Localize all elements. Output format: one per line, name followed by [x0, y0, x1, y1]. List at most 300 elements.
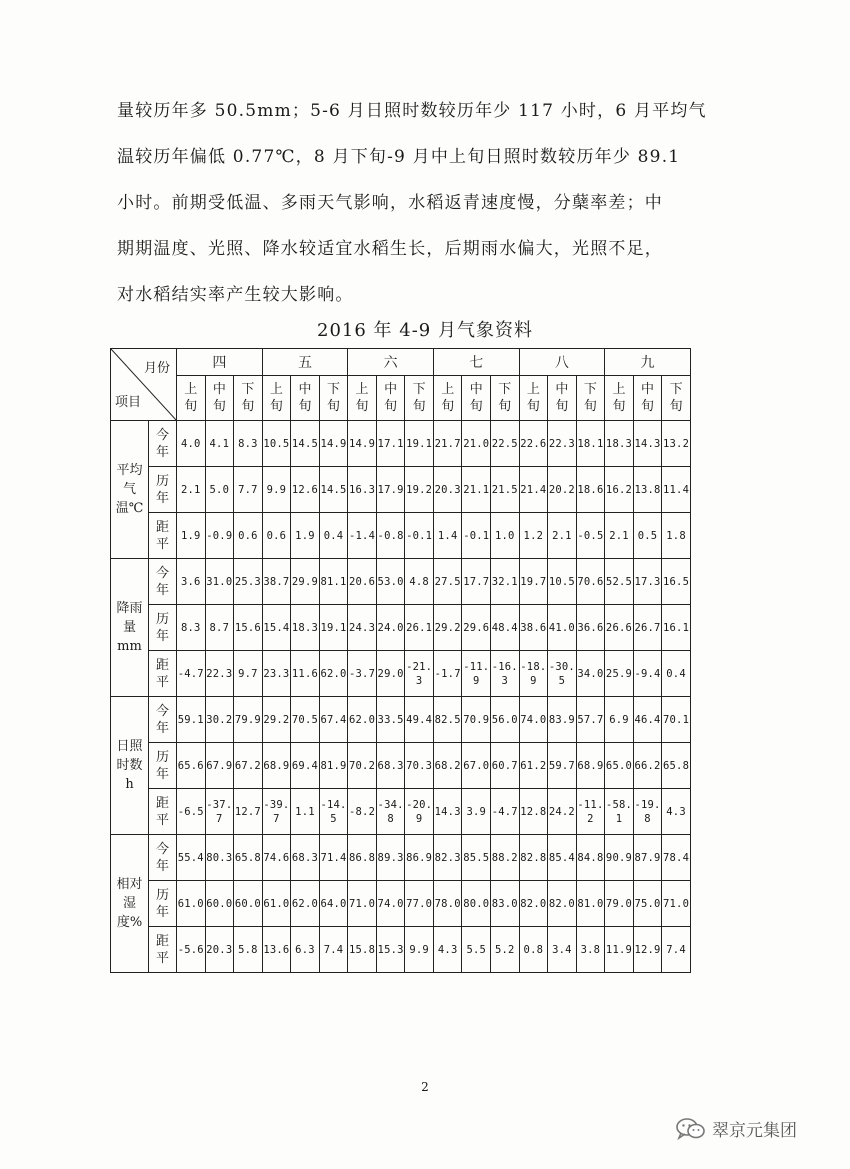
table-cell: 1.9	[291, 513, 320, 559]
table-cell: 17.1	[376, 421, 405, 467]
table-cell: 19.1	[405, 421, 434, 467]
period-header-row	[111, 376, 691, 421]
table-cell: 61.0	[262, 881, 291, 927]
period-header	[262, 376, 291, 421]
table-cell: 48.4	[491, 605, 520, 651]
row-sub-label-char: 今	[155, 427, 169, 443]
table-cell: -4.7	[177, 651, 206, 697]
table-cell: 57.7	[576, 697, 605, 743]
table-cell: 0.6	[234, 513, 263, 559]
table-cell: 80.0	[462, 881, 491, 927]
table-row	[111, 743, 691, 789]
table-cell: 65.8	[662, 743, 691, 789]
row-sub-label-char: 今	[155, 703, 169, 719]
table-cell: 16.1	[662, 605, 691, 651]
table-cell: 24.2	[548, 789, 577, 835]
table-cell: 38.6	[519, 605, 548, 651]
table-cell: -39.7	[262, 789, 291, 835]
row-group-label-line: h	[125, 777, 134, 792]
table-cell: 61.2	[519, 743, 548, 789]
period-header-char: 上	[184, 382, 198, 397]
table-cell: 74.0	[376, 881, 405, 927]
period-header	[491, 376, 520, 421]
period-header-char: 旬	[355, 399, 369, 414]
table-row	[111, 697, 691, 743]
table-cell: 17.9	[376, 467, 405, 513]
table-cell: 21.1	[462, 467, 491, 513]
table-cell: 15.8	[348, 927, 377, 973]
table-cell: 84.8	[576, 835, 605, 881]
table-cell: 15.6	[234, 605, 263, 651]
row-group-label-line: 温℃	[115, 501, 144, 516]
table-cell: 16.2	[605, 467, 634, 513]
row-sub-label-char: 距	[155, 795, 169, 811]
period-header-char: 上	[269, 382, 283, 397]
table-cell: 1.8	[662, 513, 691, 559]
table-cell: 22.6	[519, 421, 548, 467]
table-cell: 80.3	[205, 835, 234, 881]
period-header-char: 旬	[669, 399, 683, 414]
period-header	[205, 376, 234, 421]
paragraph-line: 温较历年偏低 0.77℃，8 月下旬-9 月中上旬日照时数较历年少 89.1	[117, 147, 681, 167]
table-cell: -58.1	[605, 789, 634, 835]
watermark-text: 翠京元集团	[712, 1121, 797, 1141]
table-cell: 62.0	[291, 881, 320, 927]
table-cell: -14.5	[319, 789, 348, 835]
table-cell: 87.9	[633, 835, 662, 881]
table-cell: 5.5	[462, 927, 491, 973]
table-cell: 66.2	[633, 743, 662, 789]
period-header	[462, 376, 491, 421]
period-header-char: 中	[469, 382, 483, 397]
row-sub-label	[149, 697, 177, 743]
watermark	[676, 1116, 797, 1141]
table-cell: 27.5	[433, 559, 462, 605]
table-cell: 11.4	[662, 467, 691, 513]
table-cell: 71.0	[662, 881, 691, 927]
period-header-char: 中	[212, 382, 226, 397]
table-cell: 22.5	[491, 421, 520, 467]
table-cell: 9.9	[405, 927, 434, 973]
table-cell: -16.3	[491, 651, 520, 697]
table-cell: 65.8	[234, 835, 263, 881]
table-cell: 65.0	[605, 743, 634, 789]
table-cell: -5.6	[177, 927, 206, 973]
table-cell: 23.3	[262, 651, 291, 697]
row-group-label-line: 相对	[116, 877, 143, 892]
table-cell: 20.3	[205, 927, 234, 973]
table-cell: 2.1	[548, 513, 577, 559]
table-row	[111, 881, 691, 927]
table-cell: 68.3	[291, 835, 320, 881]
table-cell: 83.9	[548, 697, 577, 743]
row-group-label-line: 度%	[116, 915, 143, 930]
row-group-label-line: 平均	[116, 463, 143, 478]
period-header-char: 中	[641, 382, 655, 397]
period-header-char: 下	[327, 382, 341, 397]
table-cell: 21.4	[519, 467, 548, 513]
table-cell: 20.2	[548, 467, 577, 513]
row-group-label-line: 湿	[122, 896, 136, 911]
table-cell: -37.7	[205, 789, 234, 835]
table-cell: 78.4	[662, 835, 691, 881]
table-cell: -19.8	[633, 789, 662, 835]
table-cell: 7.4	[319, 927, 348, 973]
row-group-label-line: 量	[122, 620, 136, 635]
period-header-char: 旬	[526, 399, 540, 414]
table-cell: 14.5	[319, 467, 348, 513]
table-cell: 5.0	[205, 467, 234, 513]
table-cell: 8.3	[177, 605, 206, 651]
table-cell: -18.9	[519, 651, 548, 697]
table-cell: -0.8	[376, 513, 405, 559]
table-cell: 12.9	[633, 927, 662, 973]
table-cell: 2.1	[605, 513, 634, 559]
period-header-char: 上	[526, 382, 540, 397]
table-cell: 19.1	[319, 605, 348, 651]
period-header-char: 中	[298, 382, 312, 397]
table-cell: 17.3	[633, 559, 662, 605]
table-cell: 60.7	[491, 743, 520, 789]
table-cell: 18.6	[576, 467, 605, 513]
row-sub-label-char: 平	[155, 950, 169, 966]
table-cell: -34.8	[376, 789, 405, 835]
table-cell: 24.3	[348, 605, 377, 651]
table-cell: -1.4	[348, 513, 377, 559]
period-header	[519, 376, 548, 421]
month-header: 八	[519, 349, 605, 376]
table-cell: 61.0	[177, 881, 206, 927]
table-cell: 26.7	[633, 605, 662, 651]
row-sub-label-char: 历	[155, 611, 169, 627]
period-header-char: 下	[241, 382, 255, 397]
period-header-char: 旬	[498, 399, 512, 414]
table-row	[111, 835, 691, 881]
table-cell: 62.0	[319, 651, 348, 697]
row-group-label	[111, 835, 149, 973]
table-row	[111, 605, 691, 651]
table-cell: 14.5	[291, 421, 320, 467]
body-paragraph	[117, 88, 717, 318]
table-cell: 0.5	[633, 513, 662, 559]
row-sub-label-char: 今	[155, 565, 169, 581]
table-cell: 67.2	[234, 743, 263, 789]
row-group-label-line: mm	[117, 639, 142, 654]
table-cell: 0.6	[262, 513, 291, 559]
table-cell: 1.0	[491, 513, 520, 559]
table-cell: 75.0	[633, 881, 662, 927]
table-cell: 67.4	[319, 697, 348, 743]
period-header-char: 中	[384, 382, 398, 397]
weather-data-table	[110, 348, 691, 973]
table-cell: -21.3	[405, 651, 434, 697]
period-header-char: 旬	[583, 399, 597, 414]
period-header-char: 下	[583, 382, 597, 397]
corner-item-label: 项目	[115, 395, 142, 410]
table-cell: -3.7	[348, 651, 377, 697]
table-cell: 8.7	[205, 605, 234, 651]
period-header	[548, 376, 577, 421]
period-header	[234, 376, 263, 421]
table-cell: 81.1	[319, 559, 348, 605]
table-cell: 70.5	[291, 697, 320, 743]
period-header-char: 中	[555, 382, 569, 397]
table-cell: 14.3	[433, 789, 462, 835]
row-sub-label	[149, 743, 177, 789]
row-sub-label-char: 年	[155, 582, 169, 598]
table-row	[111, 559, 691, 605]
table-cell: 89.3	[376, 835, 405, 881]
table-cell: 41.0	[548, 605, 577, 651]
table-cell: 3.4	[548, 927, 577, 973]
row-sub-label-char: 年	[155, 490, 169, 506]
row-sub-label-char: 年	[155, 858, 169, 874]
row-sub-label-char: 平	[155, 812, 169, 828]
table-cell: 19.7	[519, 559, 548, 605]
table-cell: 68.9	[576, 743, 605, 789]
table-cell: 1.4	[433, 513, 462, 559]
period-header	[662, 376, 691, 421]
table-cell: 1.1	[291, 789, 320, 835]
table-cell: 10.5	[548, 559, 577, 605]
table-cell: 82.3	[433, 835, 462, 881]
table-cell: 68.2	[433, 743, 462, 789]
table-cell: -9.4	[633, 651, 662, 697]
row-sub-label-char: 历	[155, 749, 169, 765]
table-cell: 5.2	[491, 927, 520, 973]
table-cell: 82.0	[519, 881, 548, 927]
table-cell: 4.3	[662, 789, 691, 835]
table-cell: 19.2	[405, 467, 434, 513]
table-cell: -11.2	[576, 789, 605, 835]
table-cell: 36.6	[576, 605, 605, 651]
period-header-char: 旬	[327, 399, 341, 414]
table-cell: 4.3	[433, 927, 462, 973]
table-cell: 55.4	[177, 835, 206, 881]
table-cell: 86.9	[405, 835, 434, 881]
table-cell: 4.8	[405, 559, 434, 605]
page-number: 2	[421, 1080, 429, 1094]
period-header-char: 旬	[612, 399, 626, 414]
period-header-char: 上	[441, 382, 455, 397]
table-cell: 1.9	[177, 513, 206, 559]
table-cell: 68.9	[262, 743, 291, 789]
table-cell: 60.0	[205, 881, 234, 927]
table-cell: 25.3	[234, 559, 263, 605]
table-cell: 9.9	[262, 467, 291, 513]
table-cell: 7.4	[662, 927, 691, 973]
row-sub-label	[149, 559, 177, 605]
table-cell: 0.4	[662, 651, 691, 697]
table-cell: 85.5	[462, 835, 491, 881]
table-cell: 70.6	[576, 559, 605, 605]
table-cell: 14.9	[348, 421, 377, 467]
table-cell: 21.0	[462, 421, 491, 467]
table-cell: 46.4	[633, 697, 662, 743]
table-cell: 82.5	[433, 697, 462, 743]
period-header	[405, 376, 434, 421]
table-cell: 14.9	[319, 421, 348, 467]
table-cell: -20.9	[405, 789, 434, 835]
row-sub-label-char: 今	[155, 841, 169, 857]
row-sub-label	[149, 605, 177, 651]
table-cell: 18.3	[291, 605, 320, 651]
period-header-char: 上	[612, 382, 626, 397]
table-cell: -0.9	[205, 513, 234, 559]
row-sub-label	[149, 927, 177, 973]
table-cell: 13.2	[662, 421, 691, 467]
table-cell: 65.6	[177, 743, 206, 789]
table-cell: 11.6	[291, 651, 320, 697]
table-cell: 25.9	[605, 651, 634, 697]
table-cell: 26.6	[605, 605, 634, 651]
row-sub-label	[149, 651, 177, 697]
table-cell: 79.9	[234, 697, 263, 743]
table-cell: 74.6	[262, 835, 291, 881]
table-cell: 60.0	[234, 881, 263, 927]
table-cell: 31.0	[205, 559, 234, 605]
paragraph-line: 期期温度、光照、降水较适宜水稻生长，后期雨水偏大，光照不足，	[117, 239, 663, 259]
table-cell: 13.8	[633, 467, 662, 513]
table-cell: 79.0	[605, 881, 634, 927]
table-cell: 29.2	[433, 605, 462, 651]
period-header-char: 旬	[555, 399, 569, 414]
table-cell: 30.2	[205, 697, 234, 743]
period-header	[633, 376, 662, 421]
table-cell: 64.0	[319, 881, 348, 927]
period-header	[433, 376, 462, 421]
table-cell: 83.0	[491, 881, 520, 927]
table-cell: 16.5	[662, 559, 691, 605]
table-cell: -11.9	[462, 651, 491, 697]
table-cell: 33.5	[376, 697, 405, 743]
table-title: 2016 年 4-9 月气象资料	[317, 320, 533, 341]
table-cell: 20.3	[433, 467, 462, 513]
month-header: 五	[262, 349, 348, 376]
row-sub-label	[149, 467, 177, 513]
period-header-char: 旬	[269, 399, 283, 414]
table-row	[111, 651, 691, 697]
period-header	[348, 376, 377, 421]
row-group-label-line: 日照	[116, 739, 143, 754]
table-cell: 38.7	[262, 559, 291, 605]
table-cell: 29.2	[262, 697, 291, 743]
table-cell: 85.4	[548, 835, 577, 881]
row-sub-label-char: 距	[155, 519, 169, 535]
table-corner-header	[111, 349, 177, 421]
month-header: 九	[605, 349, 691, 376]
row-sub-label	[149, 789, 177, 835]
table-cell: 21.5	[491, 467, 520, 513]
table-cell: 3.6	[177, 559, 206, 605]
table-cell: 82.0	[548, 881, 577, 927]
table-cell: 18.1	[576, 421, 605, 467]
table-cell: 2.1	[177, 467, 206, 513]
table-cell: -30.5	[548, 651, 577, 697]
table-cell: 10.5	[262, 421, 291, 467]
table-cell: 74.0	[519, 697, 548, 743]
row-sub-label-char: 平	[155, 536, 169, 552]
table-cell: 77.0	[405, 881, 434, 927]
table-cell: 90.9	[605, 835, 634, 881]
table-cell: 26.1	[405, 605, 434, 651]
table-cell: 15.4	[262, 605, 291, 651]
table-cell: 22.3	[205, 651, 234, 697]
table-cell: 32.1	[491, 559, 520, 605]
table-cell: 78.0	[433, 881, 462, 927]
row-sub-label-char: 平	[155, 674, 169, 690]
period-header	[291, 376, 320, 421]
table-cell: 22.3	[548, 421, 577, 467]
period-header-char: 旬	[441, 399, 455, 414]
table-cell: 1.2	[519, 513, 548, 559]
table-cell: 70.3	[405, 743, 434, 789]
table-cell: 24.0	[376, 605, 405, 651]
table-cell: 12.8	[519, 789, 548, 835]
table-cell: 49.4	[405, 697, 434, 743]
month-header: 七	[433, 349, 519, 376]
table-cell: 56.0	[491, 697, 520, 743]
table-cell: 7.7	[234, 467, 263, 513]
row-group-label	[111, 559, 149, 697]
table-cell: 6.9	[605, 697, 634, 743]
row-group-label-line: 时数	[116, 758, 143, 773]
table-cell: 15.3	[376, 927, 405, 973]
row-sub-label-char: 距	[155, 657, 169, 673]
row-sub-label	[149, 835, 177, 881]
row-sub-label-char: 年	[155, 766, 169, 782]
row-sub-label	[149, 881, 177, 927]
period-header-char: 旬	[298, 399, 312, 414]
period-header-char: 下	[412, 382, 426, 397]
period-header-char: 旬	[412, 399, 426, 414]
row-sub-label-char: 年	[155, 720, 169, 736]
table-cell: 52.5	[605, 559, 634, 605]
table-cell: 70.1	[662, 697, 691, 743]
table-cell: 53.0	[376, 559, 405, 605]
period-header-char: 旬	[184, 399, 198, 414]
period-header-char: 旬	[384, 399, 398, 414]
table-cell: 12.6	[291, 467, 320, 513]
row-sub-label-char: 历	[155, 887, 169, 903]
paragraph-line: 小时。前期受低温、多雨天气影响，水稻返青速度慢，分蘖率差；中	[117, 193, 663, 213]
table-cell: 6.3	[291, 927, 320, 973]
table-cell: 13.6	[262, 927, 291, 973]
table-cell: 0.8	[519, 927, 548, 973]
table-cell: 20.6	[348, 559, 377, 605]
table-cell: -8.2	[348, 789, 377, 835]
row-sub-label-char: 年	[155, 628, 169, 644]
table-row	[111, 927, 691, 973]
table-cell: 82.8	[519, 835, 548, 881]
table-cell: 88.2	[491, 835, 520, 881]
table-cell: 12.7	[234, 789, 263, 835]
table-cell: 69.4	[291, 743, 320, 789]
corner-month-label: 月份	[143, 361, 170, 376]
row-sub-label-char: 年	[155, 444, 169, 460]
table-cell: 3.8	[576, 927, 605, 973]
table-cell: 81.9	[319, 743, 348, 789]
table-cell: 0.4	[319, 513, 348, 559]
row-group-label	[111, 697, 149, 835]
table-cell: 71.4	[319, 835, 348, 881]
table-cell: 86.8	[348, 835, 377, 881]
table-cell: 18.3	[605, 421, 634, 467]
table-cell: 71.0	[348, 881, 377, 927]
period-header	[177, 376, 206, 421]
table-cell: 4.0	[177, 421, 206, 467]
table-cell: 67.0	[462, 743, 491, 789]
